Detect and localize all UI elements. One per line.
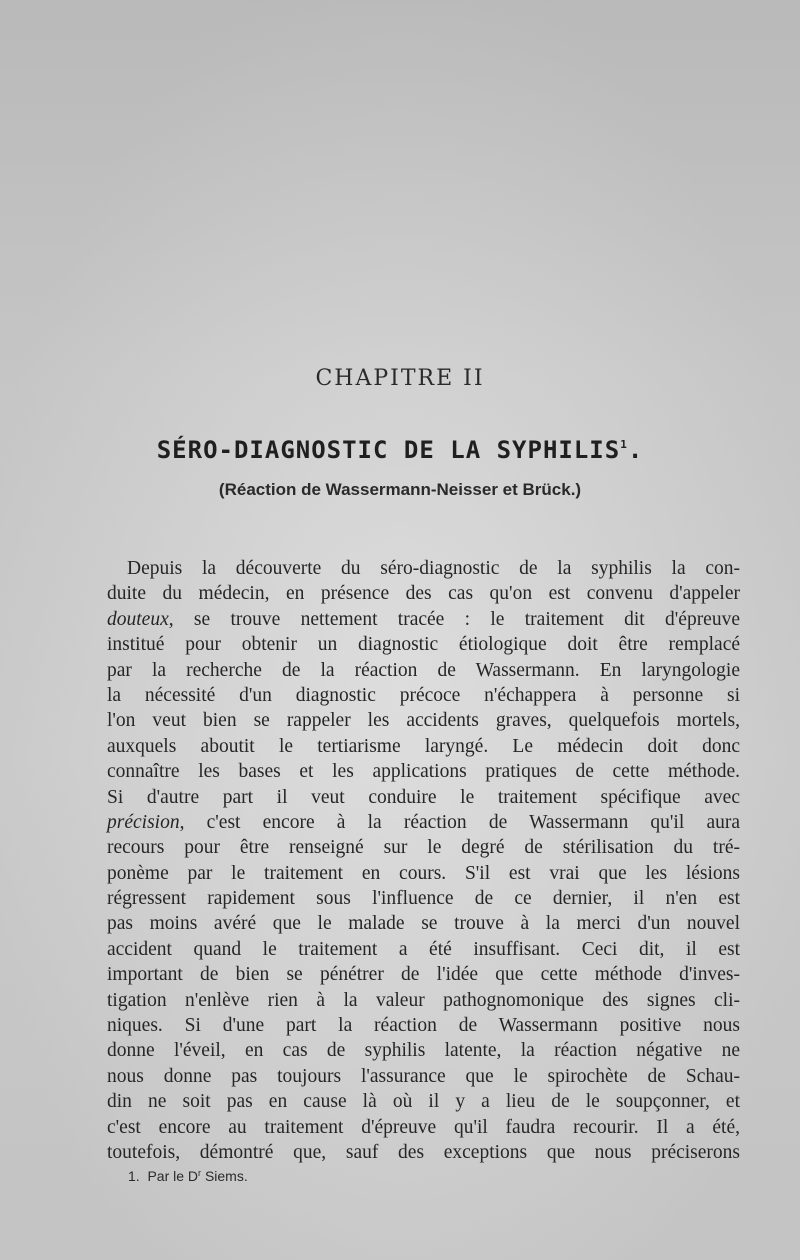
text-run: pas moins avéré que le malade se trouve à la merci d'un nouvel	[107, 913, 740, 935]
text-run: ponème par le traitement en cours. S'il est vrai que les lésions	[107, 862, 740, 884]
body-paragraph	[107, 556, 740, 1165]
text-line	[107, 785, 740, 810]
text-run: important de bien se pénétrer de l'idée que cette méthode d'inves-	[107, 964, 740, 986]
text-run: din ne soit pas en cause là où il y a lieu de le soupçonner, et	[107, 1091, 740, 1113]
text-line	[107, 1064, 740, 1089]
chapter-heading: CHAPITRE II	[315, 366, 485, 391]
text-run: c'est encore au traitement d'épreuve qu'il faudra recourir. Il a été,	[107, 1116, 740, 1138]
text-line	[107, 734, 740, 759]
text-run: Si d'autre part il veut conduire le traitement spécifique avec	[107, 786, 740, 808]
text-line	[107, 1140, 740, 1165]
text-run: toutefois, démontré que, sauf des exceptions que nous préciserons	[107, 1141, 740, 1163]
text-line	[107, 607, 740, 632]
text-line	[107, 759, 740, 784]
text-line	[107, 911, 740, 936]
text-line	[107, 886, 740, 911]
footnote-text: Par le D	[147, 1168, 199, 1184]
text-line	[107, 632, 740, 657]
footnote-marker: 1	[620, 438, 628, 451]
text-line	[107, 988, 740, 1013]
text-line	[107, 658, 740, 683]
text-run: connaître les bases et les applications pratiques de cette méthode.	[107, 761, 740, 783]
italic-term: précision	[107, 811, 180, 833]
text-line	[107, 556, 740, 581]
text-run: la nécessité d'un diagnostic précoce n'échappera à personne si	[107, 684, 740, 706]
text-run: l'on veut bien se rappeler les accidents graves, quelquefois mortels,	[107, 710, 740, 732]
text-run: régressent rapidement sous l'influence de ce dernier, il n'en est	[107, 888, 740, 910]
text-run: nous donne pas toujours l'assurance que le spirochète de Schau-	[107, 1065, 740, 1087]
text-line	[107, 962, 740, 987]
text-line	[107, 708, 740, 733]
footnote	[128, 1168, 248, 1184]
text-line	[107, 1089, 740, 1114]
text-line	[107, 937, 740, 962]
text-run: par la recherche de la réaction de Wassermann. En laryngologie	[107, 659, 740, 681]
text-run: duite du médecin, en présence des cas qu'on est convenu d'appeler	[107, 583, 740, 605]
text-run: niques. Si d'une part la réaction de Wassermann positive nous	[107, 1015, 740, 1037]
footnote-name: Siems.	[204, 1168, 248, 1184]
text-run: Depuis la découverte du séro-diagnostic de la syphilis la con-	[127, 558, 740, 579]
text-line	[107, 835, 740, 860]
text-line	[107, 1115, 740, 1140]
text-line	[107, 1038, 740, 1063]
footnote-superscript: r	[198, 1168, 202, 1178]
text-run: tigation n'enlève rien à la valeur pathognomonique des signes cli-	[107, 989, 740, 1011]
text-line	[107, 1013, 740, 1038]
text-run: , se trouve nettement tracée : le traitement dit d'épreuve	[168, 608, 740, 630]
chapter-title-text: SÉRO-DIAGNOSTIC DE LA SYPHILIS	[156, 436, 621, 464]
chapter-title	[0, 436, 800, 464]
footnote-number: 1.	[128, 1168, 140, 1184]
chapter-title-trailing: .	[627, 436, 644, 464]
text-run: institué pour obtenir un diagnostic étiologique doit être remplacé	[107, 634, 740, 656]
text-run: accident quand le traitement a été insuffisant. Ceci dit, il est	[107, 938, 740, 960]
text-line	[107, 683, 740, 708]
text-line	[107, 861, 740, 886]
text-line	[107, 810, 740, 835]
text-run: donne l'éveil, en cas de syphilis latente, la réaction négative ne	[107, 1040, 740, 1062]
text-line	[107, 581, 740, 606]
text-run: , c'est encore à la réaction de Wassermann qu'il aura	[179, 811, 740, 833]
chapter-subtitle: (Réaction de Wassermann-Neisser et Brück.)	[218, 480, 582, 499]
italic-term: douteux	[107, 608, 169, 630]
text-run: auxquels aboutit le tertiarisme laryngé. Le médecin doit donc	[107, 735, 740, 757]
text-run: recours pour être renseigné sur le degré de stérilisation du tré-	[107, 837, 740, 859]
